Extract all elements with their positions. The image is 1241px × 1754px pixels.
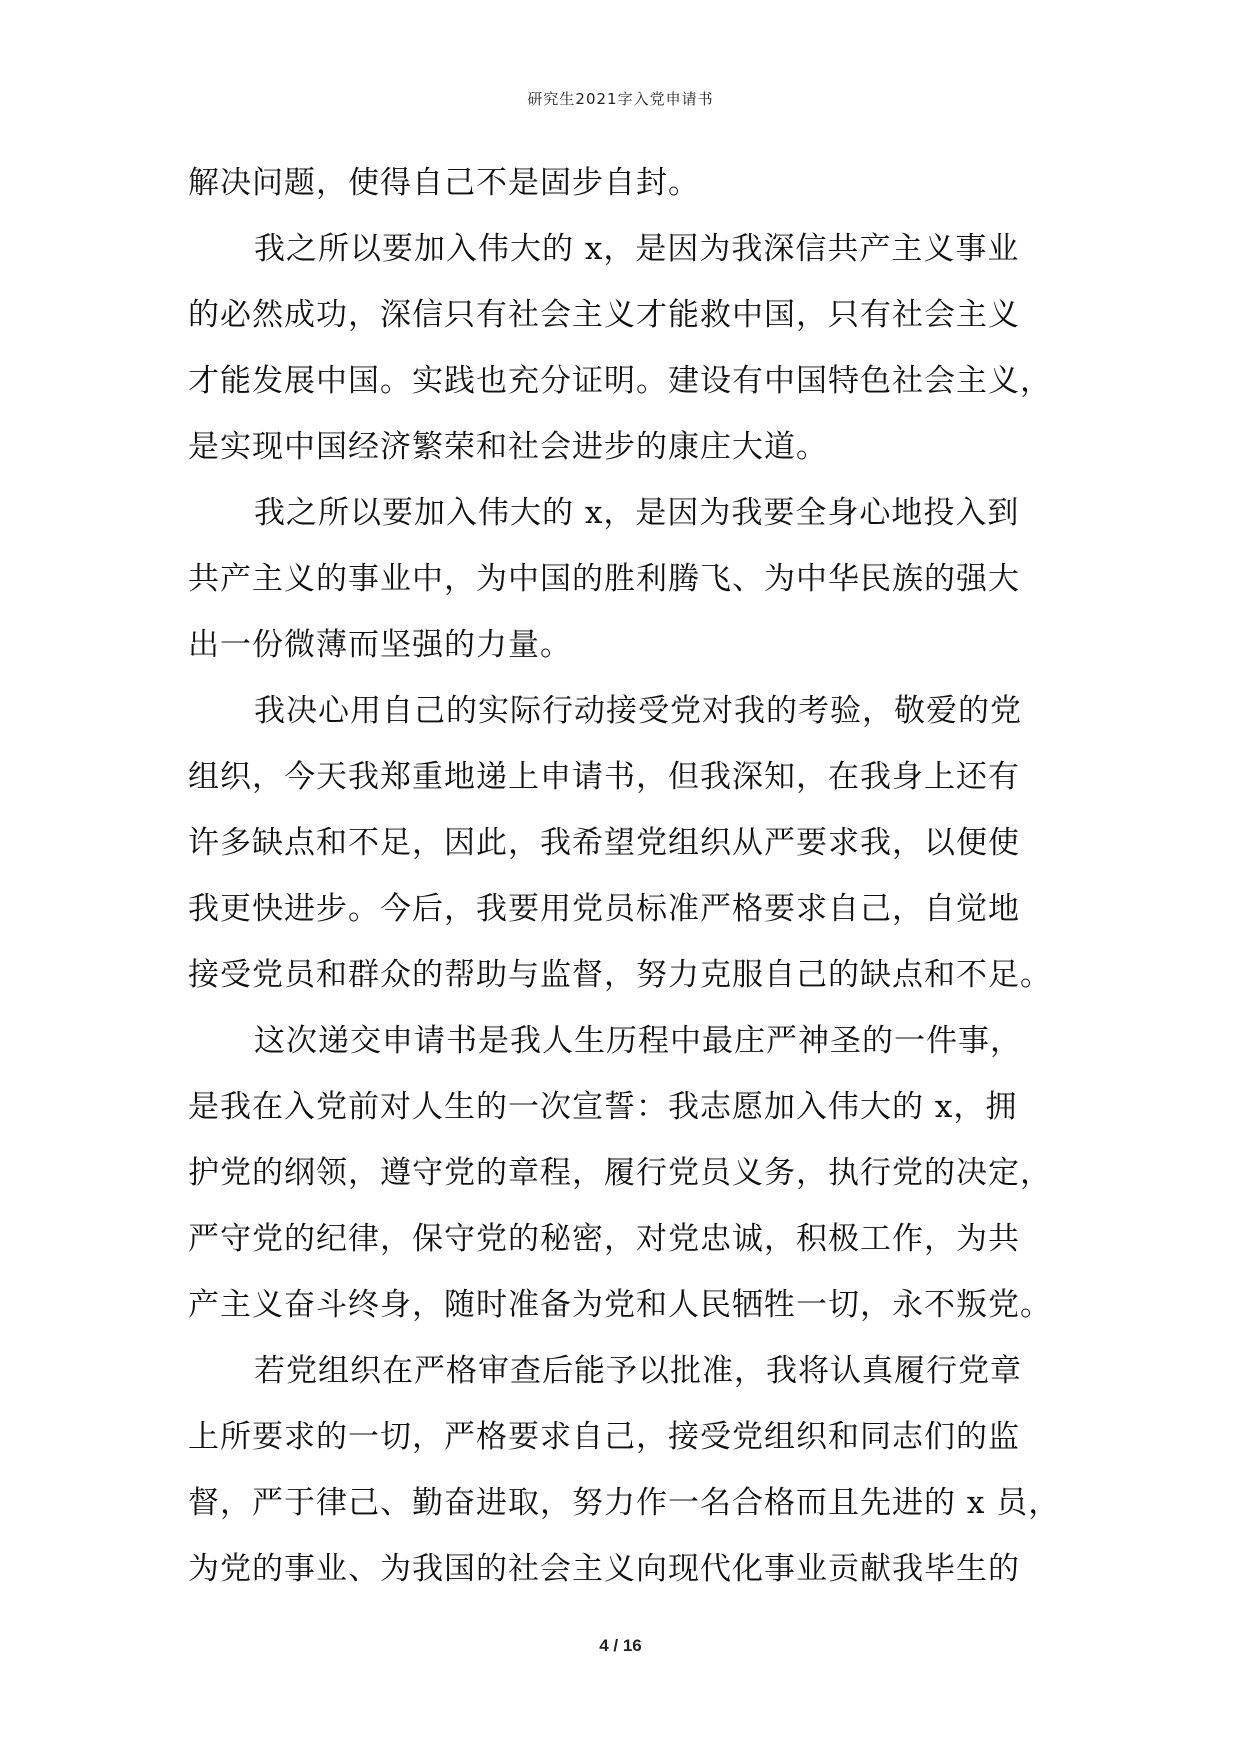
text-line: 出一份微薄而坚强的力量。 <box>188 627 572 663</box>
text-line: 护党的纲领，遵守党的章程，履行党员义务，执行党的决定， <box>188 1155 1052 1191</box>
text-line: 接受党员和群众的帮助与监督，努力克服自己的缺点和不足。 <box>188 957 1052 993</box>
text-line: 是实现中国经济繁荣和社会进步的康庄大道。 <box>188 429 828 465</box>
paragraph-start-line: 我之所以要加入伟大的 x，是因为我要全身心地投入到 <box>254 495 1020 531</box>
text-line: 的必然成功，深信只有社会主义才能救中国，只有社会主义 <box>188 297 1020 333</box>
body-text <box>188 150 1061 1602</box>
text-line: 共产主义的事业中，为中国的胜利腾飞、为中华民族的强大 <box>188 561 1020 597</box>
page-number: 4 / 16 <box>599 1636 642 1655</box>
paragraph-start-line: 若党组织在严格审查后能予以批准，我将认真履行党章 <box>254 1353 1022 1389</box>
paragraph-start-line: 我之所以要加入伟大的 x，是因为我深信共产主义事业 <box>254 231 1020 267</box>
text-line: 为党的事业、为我国的社会主义向现代化事业贡献我毕生的 <box>188 1551 1020 1587</box>
text-line: 产主义奋斗终身，随时准备为党和人民牺牲一切，永不叛党。 <box>188 1287 1052 1323</box>
text-line: 是我在入党前对人生的一次宣誓：我志愿加入伟大的 x，拥 <box>188 1089 1018 1125</box>
text-line: 严守党的纪律，保守党的秘密，对党忠诚，积极工作，为共 <box>188 1221 1020 1257</box>
text-line: 才能发展中国。实践也充分证明。建设有中国特色社会主义， <box>188 363 1052 399</box>
text-line: 督，严于律己、勤奋进取，努力作一名合格而且先进的 x 员， <box>188 1485 1061 1521</box>
text-line: 上所要求的一切，严格要求自己，接受党组织和同志们的监 <box>188 1419 1020 1455</box>
text-line: 我更快进步。今后，我要用党员标准严格要求自己，自觉地 <box>188 891 1020 927</box>
text-line: 解决问题，使得自己不是固步自封。 <box>188 165 700 201</box>
paragraph-start-line: 这次递交申请书是我人生历程中最庄严神圣的一件事， <box>254 1023 1022 1059</box>
text-line: 组织，今天我郑重地递上申请书，但我深知，在我身上还有 <box>188 759 1020 795</box>
text-line: 许多缺点和不足，因此，我希望党组织从严要求我，以便使 <box>188 825 1020 861</box>
paragraph-start-line: 我决心用自己的实际行动接受党对我的考验，敬爱的党 <box>254 693 1022 729</box>
page-header-title: 研究生2021字入党申请书 <box>527 90 714 108</box>
